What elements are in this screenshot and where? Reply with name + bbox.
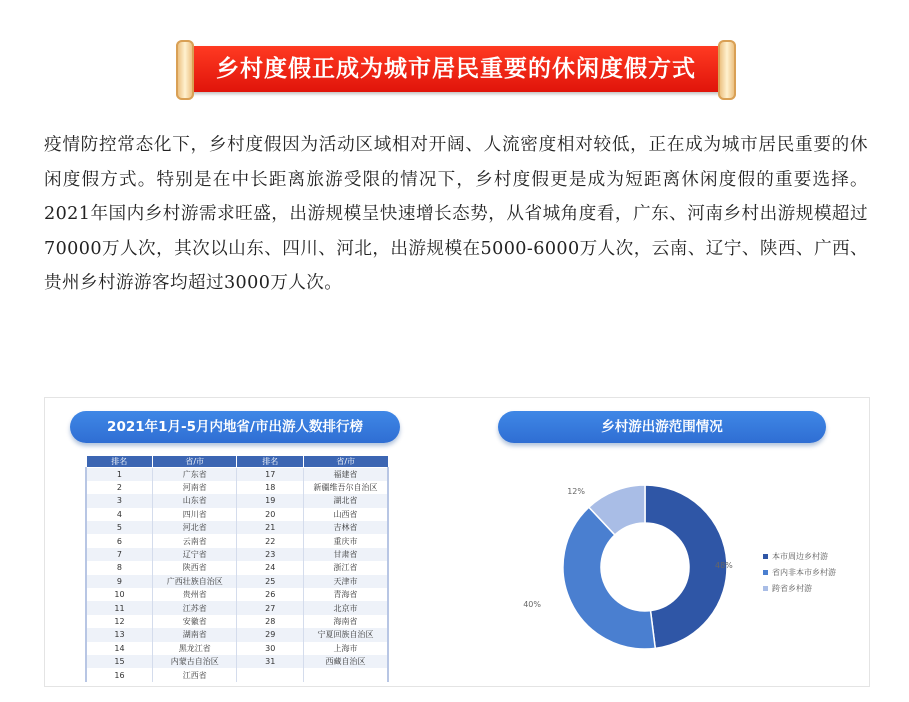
title-banner xyxy=(176,40,736,100)
table-cell: 30 xyxy=(237,642,303,655)
table-cell xyxy=(237,668,303,681)
table-row xyxy=(86,615,388,628)
legend-swatch xyxy=(763,570,768,575)
ranking-table xyxy=(85,455,389,682)
table-cell: 广东省 xyxy=(152,468,237,481)
table-cell: 吉林省 xyxy=(303,521,388,534)
banner-title: 乡村度假正成为城市居民重要的休闲度假方式 xyxy=(216,56,696,82)
table-cell: 12 xyxy=(86,615,152,628)
table-cell: 山西省 xyxy=(303,508,388,521)
table-cell: 山东省 xyxy=(152,494,237,507)
table-row xyxy=(86,521,388,534)
donut-chart xyxy=(560,482,730,652)
table-cell: 辽宁省 xyxy=(152,548,237,561)
table-cell: 甘肃省 xyxy=(303,548,388,561)
table-cell: 27 xyxy=(237,601,303,614)
table-cell: 陕西省 xyxy=(152,561,237,574)
table-cell: 21 xyxy=(237,521,303,534)
table-cell: 24 xyxy=(237,561,303,574)
table-row xyxy=(86,655,388,668)
table-body xyxy=(86,468,388,682)
table-cell: 2 xyxy=(86,481,152,494)
legend-label: 跨省乡村游 xyxy=(772,583,812,593)
table-row xyxy=(86,668,388,681)
table-cell: 22 xyxy=(237,534,303,547)
table-cell: 11 xyxy=(86,601,152,614)
table-cell: 31 xyxy=(237,655,303,668)
table-cell: 北京市 xyxy=(303,601,388,614)
table-cell: 15 xyxy=(86,655,152,668)
table-cell: 贵州省 xyxy=(152,588,237,601)
table-cell: 江西省 xyxy=(152,668,237,681)
table-cell: 天津市 xyxy=(303,575,388,588)
legend-swatch xyxy=(763,554,768,559)
table-cell: 26 xyxy=(237,588,303,601)
table-cell: 4 xyxy=(86,508,152,521)
table-cell: 四川省 xyxy=(152,508,237,521)
legend-item xyxy=(763,548,836,564)
table-row xyxy=(86,561,388,574)
table-row xyxy=(86,642,388,655)
table-row xyxy=(86,548,388,561)
table-cell: 14 xyxy=(86,642,152,655)
table-cell: 海南省 xyxy=(303,615,388,628)
table-cell: 湖南省 xyxy=(152,628,237,641)
table-cell: 20 xyxy=(237,508,303,521)
table-header-1: 省/市 xyxy=(152,456,237,468)
table-cell: 29 xyxy=(237,628,303,641)
legend-item xyxy=(763,564,836,580)
slice-label-2: 12% xyxy=(567,487,585,496)
table-cell: 16 xyxy=(86,668,152,681)
table-cell: 25 xyxy=(237,575,303,588)
table-cell: 3 xyxy=(86,494,152,507)
table-cell: 西藏自治区 xyxy=(303,655,388,668)
table-row xyxy=(86,575,388,588)
table-header-3: 省/市 xyxy=(303,456,388,468)
chart-legend xyxy=(763,548,836,596)
table-cell: 浙江省 xyxy=(303,561,388,574)
infographic-figure xyxy=(44,397,870,687)
table-cell: 18 xyxy=(237,481,303,494)
ranking-title: 2021年1月-5月内地省/市出游人数排行榜 xyxy=(70,411,400,443)
table-cell: 河南省 xyxy=(152,481,237,494)
table-cell: 5 xyxy=(86,521,152,534)
table-cell: 江苏省 xyxy=(152,601,237,614)
table-cell: 黑龙江省 xyxy=(152,642,237,655)
legend-swatch xyxy=(763,586,768,591)
table-header-row xyxy=(86,456,388,468)
table-cell: 23 xyxy=(237,548,303,561)
table-cell: 福建省 xyxy=(303,468,388,481)
slice-label-0: 48% xyxy=(715,561,733,570)
table-cell: 1 xyxy=(86,468,152,481)
table-cell: 19 xyxy=(237,494,303,507)
table-row xyxy=(86,468,388,481)
table-row xyxy=(86,481,388,494)
table-cell: 青海省 xyxy=(303,588,388,601)
table-cell: 重庆市 xyxy=(303,534,388,547)
table-cell: 安徽省 xyxy=(152,615,237,628)
table-row xyxy=(86,494,388,507)
table-cell: 13 xyxy=(86,628,152,641)
table-cell: 8 xyxy=(86,561,152,574)
table-row xyxy=(86,534,388,547)
table-row xyxy=(86,628,388,641)
table-cell: 7 xyxy=(86,548,152,561)
scope-title: 乡村游出游范围情况 xyxy=(498,411,826,443)
slice-label-1: 40% xyxy=(523,600,541,609)
table-cell: 新疆维吾尔自治区 xyxy=(303,481,388,494)
table-cell: 云南省 xyxy=(152,534,237,547)
table-row xyxy=(86,601,388,614)
table-cell: 广西壮族自治区 xyxy=(152,575,237,588)
table-row xyxy=(86,588,388,601)
table-cell: 9 xyxy=(86,575,152,588)
table-cell: 上海市 xyxy=(303,642,388,655)
table-cell: 6 xyxy=(86,534,152,547)
table-cell: 17 xyxy=(237,468,303,481)
table-cell: 10 xyxy=(86,588,152,601)
table-cell: 宁夏回族自治区 xyxy=(303,628,388,641)
table-header-2: 排名 xyxy=(237,456,303,468)
legend-item xyxy=(763,580,836,596)
table-cell xyxy=(303,668,388,681)
legend-label: 本市周边乡村游 xyxy=(772,551,828,561)
table-cell: 28 xyxy=(237,615,303,628)
table-cell: 湖北省 xyxy=(303,494,388,507)
body-paragraph: 疫情防控常态化下，乡村度假因为活动区域相对开阔、人流密度相对较低，正在成为城市居民重要的休闲度假方式。特别是在中长距离旅游受限的情况下，乡村度假更是成为短距离休闲度假的重要选择。2021年国内乡村游需求旺盛，出游规模呈快速增长态势，从省城角度看，广东、河南乡村出游规模超过70000万人次，其次以山东、四川、河北，出游规模在5000-6000万人次，云南、辽宁、陕西、广西、贵州乡村游游客均超过3000万人次。 xyxy=(44,135,868,293)
table-cell: 河北省 xyxy=(152,521,237,534)
table-row xyxy=(86,508,388,521)
table-header-0: 排名 xyxy=(86,456,152,468)
legend-label: 省内非本市乡村游 xyxy=(772,567,836,577)
table-cell: 内蒙古自治区 xyxy=(152,655,237,668)
